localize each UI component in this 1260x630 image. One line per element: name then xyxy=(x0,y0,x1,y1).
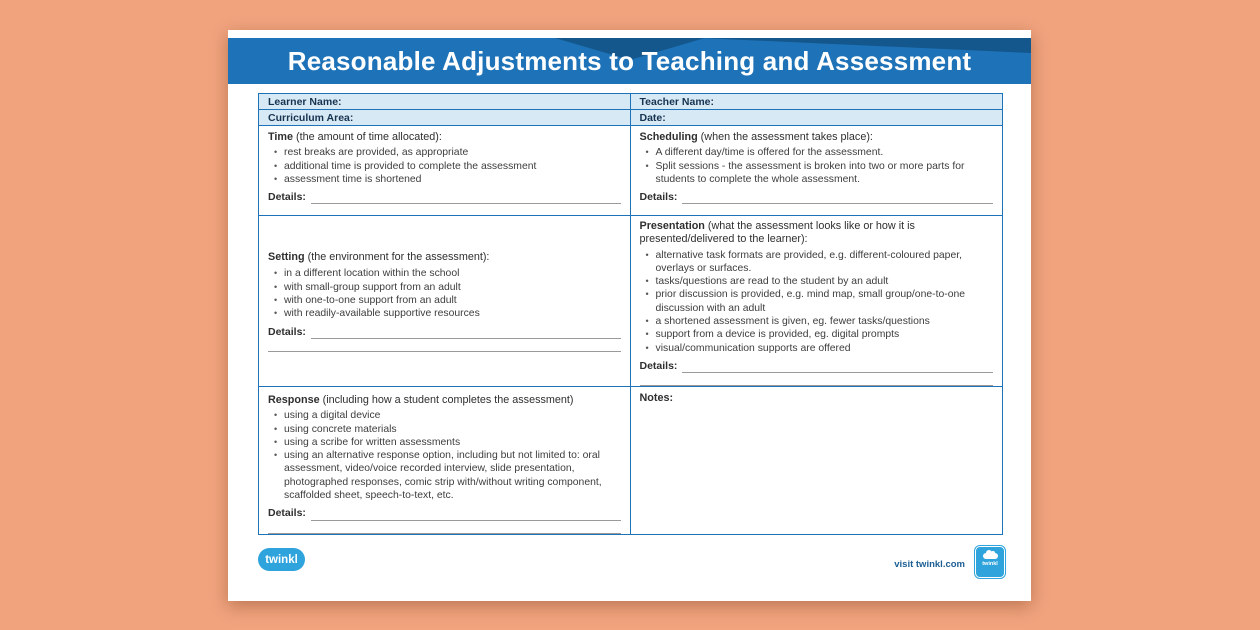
section-heading xyxy=(268,251,621,264)
section-heading-term: Setting xyxy=(268,251,305,264)
page-title: Reasonable Adjustments to Teaching and Assessment xyxy=(287,46,972,76)
section-heading-desc: (including how a student completes the assessment) xyxy=(319,394,574,406)
bullet-item: • using concrete materials xyxy=(273,423,621,436)
section-heading-desc: (when the assessment takes place): xyxy=(697,131,873,143)
details-label: Details: xyxy=(268,325,306,338)
section-presentation xyxy=(631,216,1003,387)
header-cell-teacher-name: Teacher Name: xyxy=(631,94,1003,110)
bullet-item: • with one-to-one support from an adult xyxy=(273,294,621,307)
bullet-item: • prior discussion is provided, e.g. mind map, small group/one-to-one discussion with an adult xyxy=(645,288,994,315)
adjustments-table xyxy=(258,93,1003,535)
details-write-line xyxy=(682,361,993,373)
section-heading-term: Time xyxy=(268,131,294,143)
details-write-line xyxy=(268,339,621,352)
details-row xyxy=(268,326,621,339)
bullet-item: • tasks/questions are read to the student by an adult xyxy=(645,275,994,288)
details-write-line xyxy=(311,327,621,339)
notes-label: Notes: xyxy=(639,392,674,404)
details-row xyxy=(640,360,994,373)
bullet-item: • alternative task formats are provided, e.g. different-coloured paper, overlays or surfaces. xyxy=(645,249,994,276)
section-response xyxy=(259,387,631,534)
header-cell-date: Date: xyxy=(631,110,1003,126)
bullet-list xyxy=(273,409,621,502)
bullet-item: • using a digital device xyxy=(273,409,621,422)
cloud-icon xyxy=(983,553,998,559)
bullet-list xyxy=(645,146,994,186)
section-time xyxy=(259,126,631,216)
visit-link[interactable]: visit twinkl.com xyxy=(894,559,965,570)
bullet-item: • additional time is provided to complete the assessment xyxy=(273,160,621,173)
bullet-item: • Split sessions - the assessment is broken into two or more parts for students to complete the whole assessment. xyxy=(645,160,994,187)
bullet-item: • using a scribe for written assessments xyxy=(273,436,621,449)
details-row xyxy=(268,191,621,204)
section-heading-term: Presentation xyxy=(639,220,705,232)
details-label: Details: xyxy=(639,359,678,372)
section-heading xyxy=(640,131,994,144)
twinkl-badge xyxy=(975,546,1005,578)
title-banner xyxy=(228,38,1031,84)
bullet-item: • assessment time is shortened xyxy=(273,173,621,186)
twinkl-logo xyxy=(258,548,305,571)
details-write-line xyxy=(311,509,621,521)
bullet-item: • a shortened assessment is given, eg. fewer tasks/questions xyxy=(645,315,994,328)
details-write-line xyxy=(268,204,621,216)
details-row xyxy=(640,191,994,204)
bullet-item: • with small-group support from an adult xyxy=(273,281,621,294)
worksheet-page xyxy=(228,30,1031,601)
section-heading xyxy=(268,394,621,407)
details-write-line xyxy=(268,521,621,534)
section-heading-term: Scheduling xyxy=(639,131,698,143)
bullet-list xyxy=(273,267,621,320)
badge-text: twinkl xyxy=(982,561,998,567)
bullet-list xyxy=(645,249,994,355)
twinkl-logo-text: twinkl xyxy=(265,553,298,566)
section-heading-term: Response xyxy=(268,394,320,406)
details-label: Details: xyxy=(268,507,306,520)
section-setting xyxy=(259,216,631,387)
details-write-line xyxy=(682,192,993,204)
section-heading-desc: (the amount of time allocated): xyxy=(293,131,442,143)
details-label: Details: xyxy=(268,191,306,204)
details-row xyxy=(268,507,621,520)
bullet-item: • support from a device is provided, eg. digital prompts xyxy=(645,328,994,341)
bullet-item: • with readily-available supportive resources xyxy=(273,307,621,320)
header-cell-curriculum-area: Curriculum Area: xyxy=(259,110,631,126)
section-heading xyxy=(640,220,994,247)
bullet-item: • A different day/time is offered for the assessment. xyxy=(645,146,994,159)
section-heading-desc: (the environment for the assessment): xyxy=(304,251,490,264)
details-write-line xyxy=(640,373,994,386)
header-cell-learner-name: Learner Name: xyxy=(259,94,631,110)
details-write-line xyxy=(640,204,994,216)
details-write-line xyxy=(311,192,621,204)
bullet-item: • in a different location within the school xyxy=(273,267,621,280)
bullet-list xyxy=(273,146,621,186)
details-label: Details: xyxy=(639,191,678,204)
section-notes xyxy=(631,387,1003,534)
bullet-item: • rest breaks are provided, as appropriate xyxy=(273,146,621,159)
section-scheduling xyxy=(631,126,1003,216)
section-heading xyxy=(268,131,621,144)
bullet-item: • using an alternative response option, including but not limited to: oral assessment, video/voice recorded interview, slide presentation, photographed responses, comic strip with/without writing component, scaffolded sheet, speech-to-text, etc. xyxy=(273,449,621,502)
bullet-item: • visual/communication supports are offered xyxy=(645,342,994,355)
section-heading-desc: (what the assessment looks like or how it is presented/delivered to the learner): xyxy=(639,220,915,246)
